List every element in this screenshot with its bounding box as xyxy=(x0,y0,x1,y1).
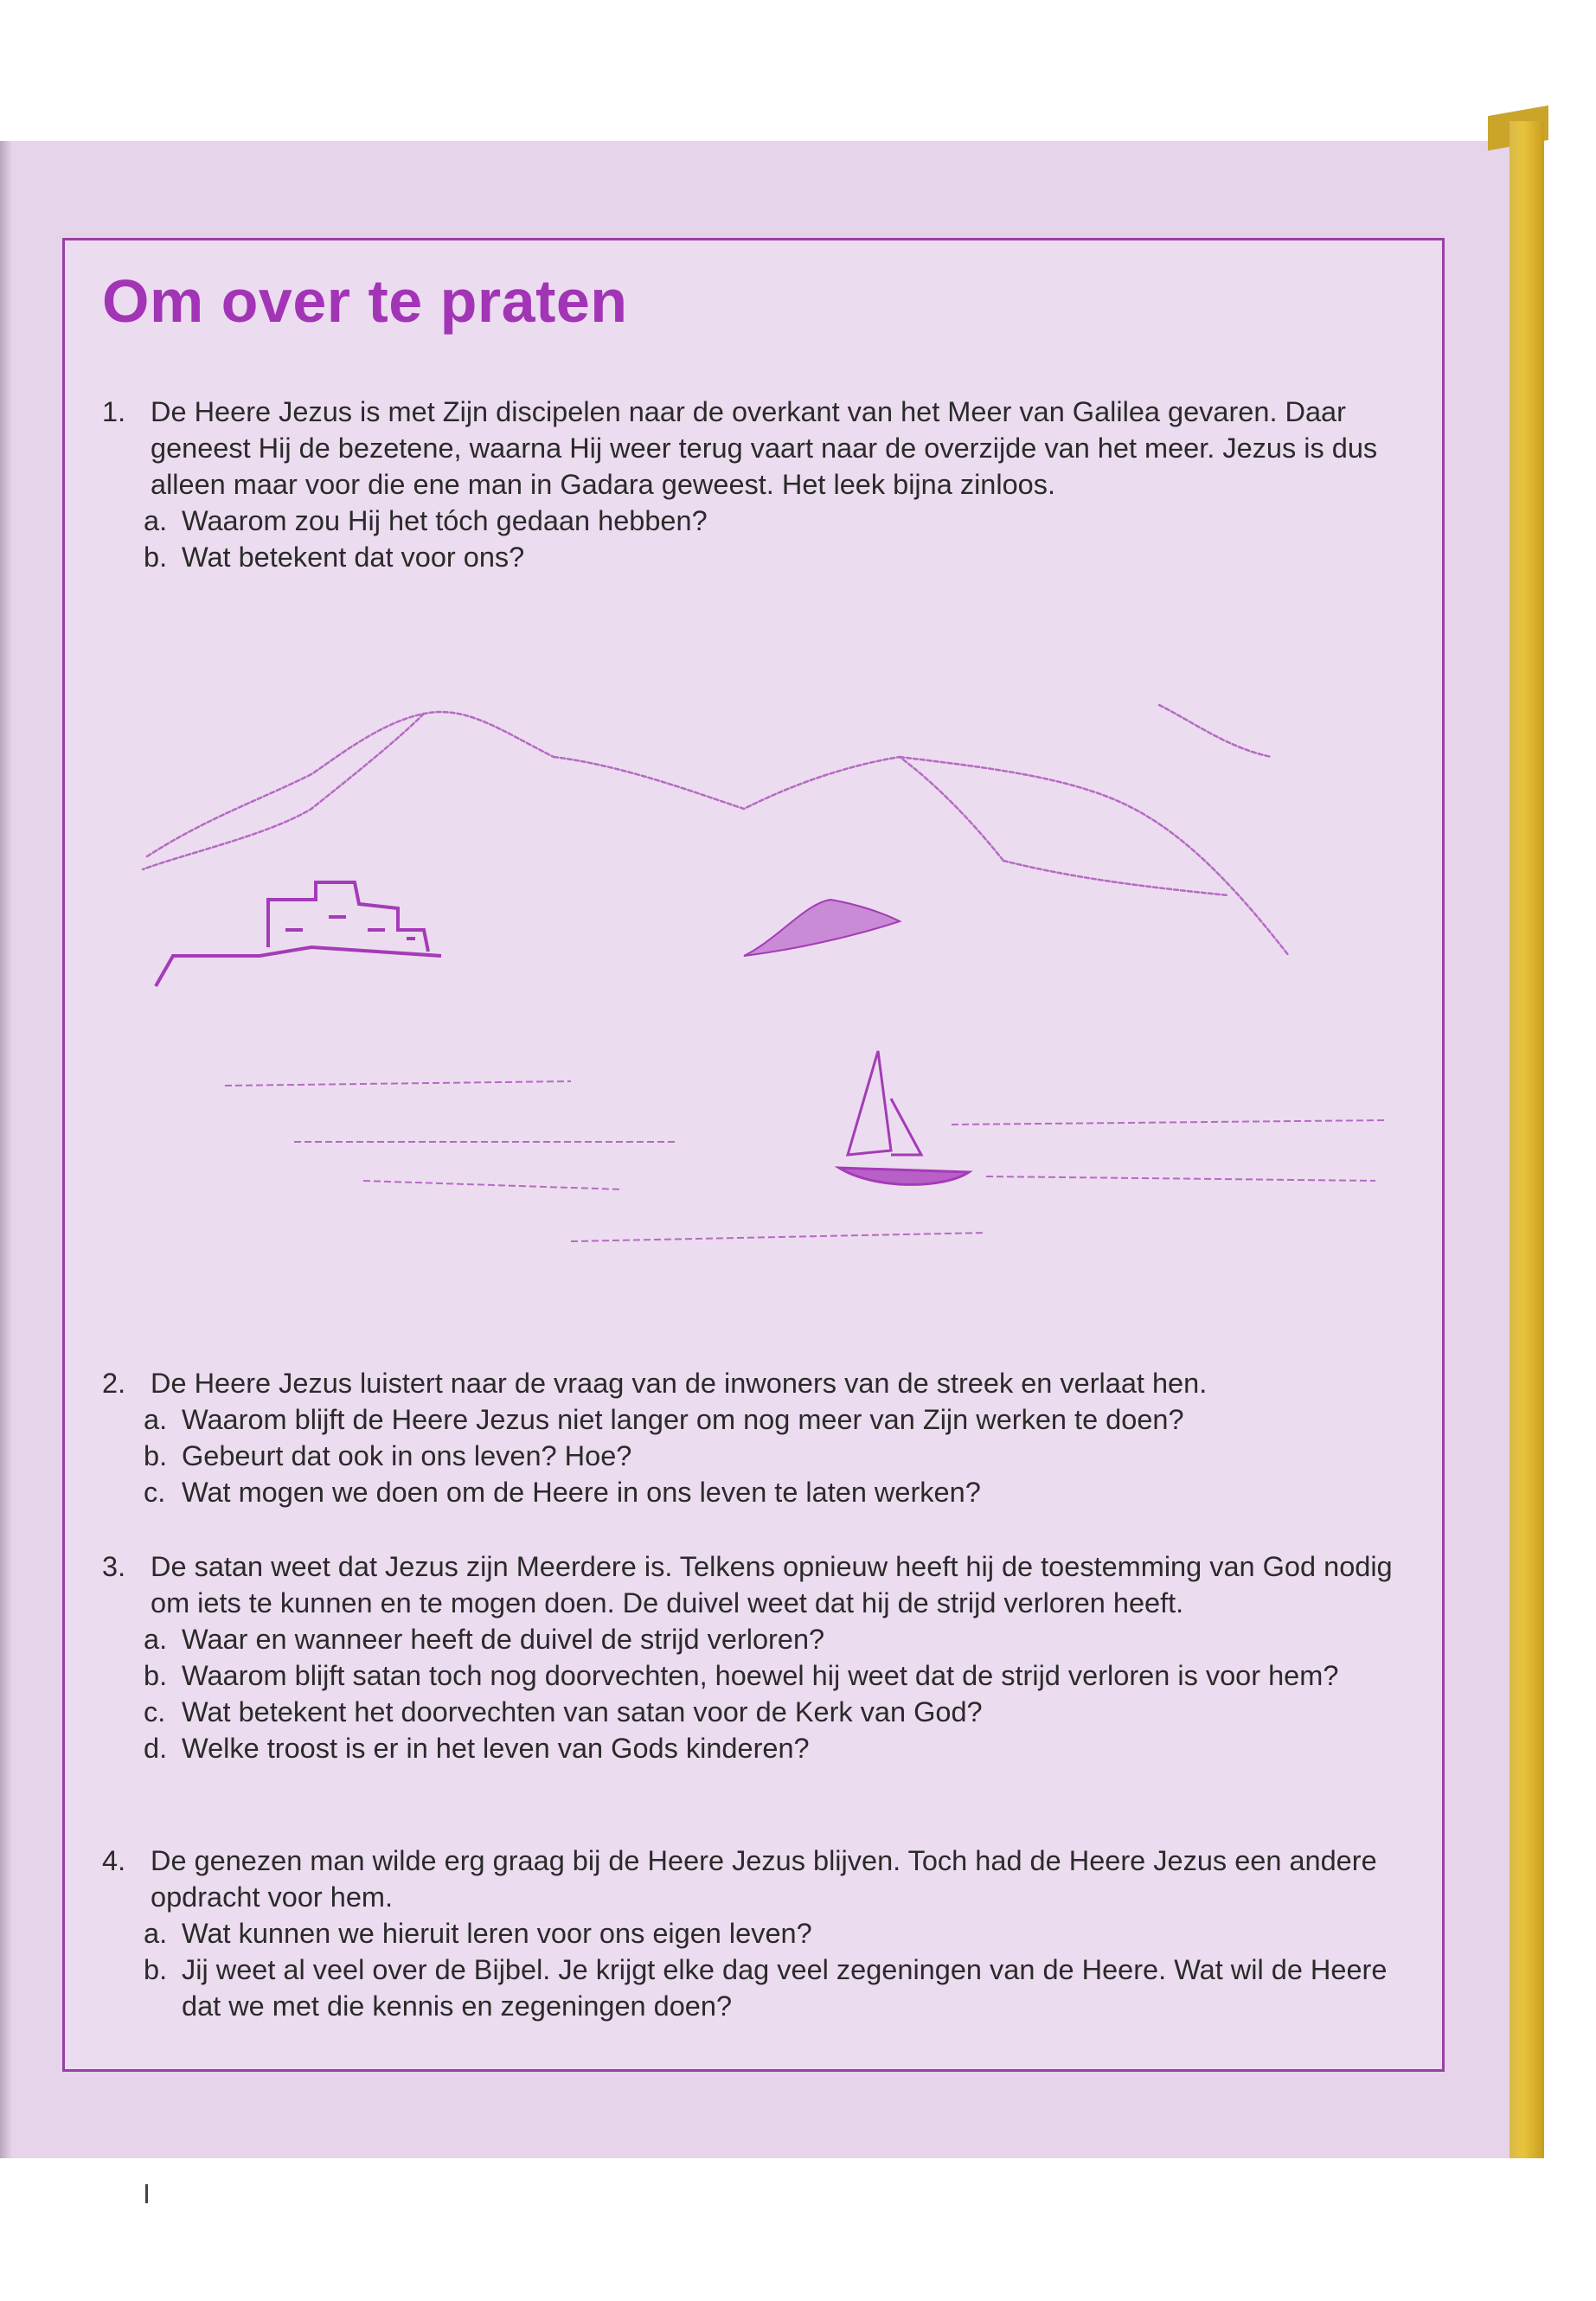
question-number: 1. xyxy=(102,396,126,427)
village-outline xyxy=(268,882,428,952)
sub-question xyxy=(102,1694,1417,1730)
hill-island xyxy=(744,900,900,956)
sub-text: Waarom blijft satan toch nog doorvechten, hoewel hij weet dat de strijd verloren is voor hem? xyxy=(182,1660,1339,1691)
water-line xyxy=(225,1081,571,1086)
question-text xyxy=(102,1365,1417,1401)
sub-question xyxy=(102,1730,1417,1766)
sub-question xyxy=(102,1621,1417,1657)
sub-letter: a. xyxy=(144,1404,168,1435)
sub-text: Waarom blijft de Heere Jezus niet langer om nog meer van Zijn werken te doen? xyxy=(182,1404,1184,1435)
question-text xyxy=(102,1548,1417,1621)
boat-hull xyxy=(839,1168,969,1184)
sub-text: Wat betekent het doorvechten van satan voor de Kerk van God? xyxy=(182,1696,983,1727)
boat-sail xyxy=(848,1051,891,1155)
sub-text: Welke troost is er in het leven van Gods kinderen? xyxy=(182,1733,810,1764)
sub-text: Jij weet al veel over de Bijbel. Je krijgt elke dag veel zegeningen van de Heere. Wat wil de Heere dat we met die kennis en zegeningen doen? xyxy=(182,1954,1388,2022)
question-body: De satan weet dat Jezus zijn Meerdere is. Telkens opnieuw heeft hij de toestemming van God nodig om iets te kunnen en te mogen doen. De duivel weet dat hij de strijd verloren heeft. xyxy=(151,1551,1393,1618)
question-body: De Heere Jezus luistert naar de vraag van de inwoners van de streek en verlaat hen. xyxy=(151,1368,1208,1399)
hill-outline xyxy=(900,757,1289,956)
sub-question xyxy=(102,1401,1417,1438)
sub-question xyxy=(102,1657,1417,1694)
sub-letter: c. xyxy=(144,1477,166,1508)
hill-outline xyxy=(1159,705,1272,757)
water-line xyxy=(571,1233,986,1241)
hill-outline xyxy=(147,712,554,856)
sub-letter: a. xyxy=(144,1918,168,1949)
lake-sketch-illustration xyxy=(138,670,1393,1276)
sub-text: Gebeurt dat ook in ons leven? Hoe? xyxy=(182,1440,632,1471)
question-number: 2. xyxy=(102,1368,126,1399)
sub-letter: b. xyxy=(144,1660,168,1691)
sub-letter: b. xyxy=(144,1954,168,1985)
question-2 xyxy=(102,1365,1417,1510)
sub-text: Wat betekent dat voor ons? xyxy=(182,542,525,573)
question-number: 3. xyxy=(102,1551,126,1582)
sub-letter: b. xyxy=(144,1440,168,1471)
sub-question xyxy=(102,539,1417,575)
sub-letter: a. xyxy=(144,505,168,536)
sub-text: Waar en wanneer heeft de duivel de strijd verloren? xyxy=(182,1624,825,1655)
hill-outline xyxy=(554,757,1003,861)
question-body: De Heere Jezus is met Zijn discipelen naar de overkant van het Meer van Galilea gevaren. Daar geneest Hij de bezetene, waarna Hij weer terug vaart naar de overzijde van het meer. Jezus is dus alleen maar voor die ene man in Gadara geweest. Het leek bijna zinloos. xyxy=(151,396,1378,500)
question-text xyxy=(102,394,1417,503)
question-number: 4. xyxy=(102,1845,126,1876)
water-line xyxy=(986,1176,1375,1181)
scan-mark xyxy=(145,2184,148,2203)
sub-letter: c. xyxy=(144,1696,166,1727)
water-line xyxy=(952,1120,1384,1125)
book-cover-edge xyxy=(1509,121,1544,2158)
page-edge xyxy=(0,141,12,2158)
village-outline xyxy=(285,917,415,939)
hill-outline xyxy=(143,714,424,869)
sub-question xyxy=(102,503,1417,539)
sub-text: Wat kunnen we hieruit leren voor ons eigen leven? xyxy=(182,1918,812,1949)
question-1 xyxy=(102,394,1417,575)
page-title: Om over te praten xyxy=(102,267,628,335)
question-body: De genezen man wilde erg graag bij de Heere Jezus blijven. Toch had de Heere Jezus een andere opdracht voor hem. xyxy=(151,1845,1377,1913)
sub-text: Waarom zou Hij het tóch gedaan hebben? xyxy=(182,505,708,536)
sub-letter: b. xyxy=(144,542,168,573)
sub-letter: a. xyxy=(144,1624,168,1655)
sub-question xyxy=(102,1438,1417,1474)
sub-text: Wat mogen we doen om de Heere in ons leven te laten werken? xyxy=(182,1477,981,1508)
question-3 xyxy=(102,1548,1417,1766)
question-text xyxy=(102,1843,1417,1915)
sub-question xyxy=(102,1474,1417,1510)
sub-question xyxy=(102,1915,1417,1952)
sub-question xyxy=(102,1952,1417,2024)
question-4 xyxy=(102,1843,1417,2024)
boat-sail xyxy=(891,1099,921,1155)
village-outline xyxy=(156,947,441,986)
sub-letter: d. xyxy=(144,1733,168,1764)
water-line xyxy=(363,1181,623,1189)
hill-outline xyxy=(1003,861,1228,895)
